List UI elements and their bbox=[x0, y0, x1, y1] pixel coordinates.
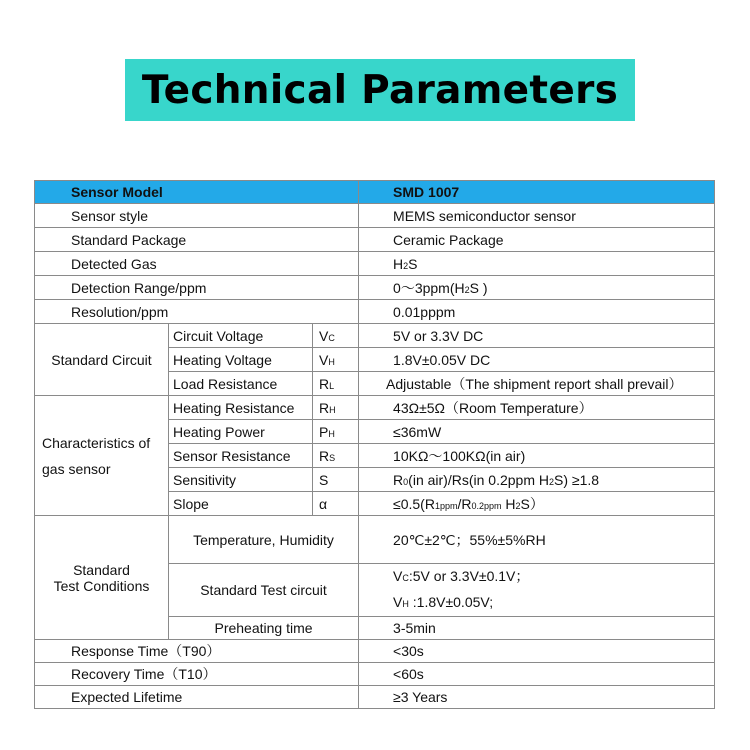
row-value: 0～3ppm(H2S ) bbox=[359, 276, 715, 300]
table-row bbox=[35, 516, 715, 564]
param-symbol: α bbox=[313, 492, 359, 516]
row-value: <30s bbox=[359, 640, 715, 663]
header-value: SMD 1007 bbox=[359, 181, 715, 204]
param-name: Circuit Voltage bbox=[169, 324, 313, 348]
param-symbol: VC bbox=[313, 324, 359, 348]
row-value: 1.8V±0.05V DC bbox=[359, 348, 715, 372]
param-name: Sensor Resistance bbox=[169, 444, 313, 468]
row-label: Resolution/ppm bbox=[35, 300, 359, 324]
param-name: Heating Power bbox=[169, 420, 313, 444]
param-name: Load Resistance bbox=[169, 372, 313, 396]
table-row bbox=[35, 252, 715, 276]
row-value: VC:5V or 3.3V±0.1V； VH :1.8V±0.05V; bbox=[359, 564, 715, 617]
table-row bbox=[35, 663, 715, 686]
group-label-gas-characteristics: Characteristics of gas sensor bbox=[35, 396, 169, 516]
table-header-row bbox=[35, 181, 715, 204]
row-label: Detection Range/ppm bbox=[35, 276, 359, 300]
row-value: H2S bbox=[359, 252, 715, 276]
row-value: 20℃±2℃；55%±5%RH bbox=[359, 516, 715, 564]
header-label: Sensor Model bbox=[35, 181, 359, 204]
row-value: ≤0.5(R1ppm/R0.2ppm H2S） bbox=[359, 492, 715, 516]
table-row bbox=[35, 686, 715, 709]
param-name: Heating Voltage bbox=[169, 348, 313, 372]
row-value: Adjustable（The shipment report shall prevail） bbox=[359, 372, 715, 396]
table-row bbox=[35, 396, 715, 420]
row-value: 5V or 3.3V DC bbox=[359, 324, 715, 348]
technical-parameters-table bbox=[34, 180, 715, 709]
group-label-standard-circuit: Standard Circuit bbox=[35, 324, 169, 396]
row-value: 0.01pppm bbox=[359, 300, 715, 324]
row-value: Ceramic Package bbox=[359, 228, 715, 252]
param-symbol: RS bbox=[313, 444, 359, 468]
param-symbol: S bbox=[313, 468, 359, 492]
param-symbol: VH bbox=[313, 348, 359, 372]
table-row bbox=[35, 300, 715, 324]
table-row bbox=[35, 228, 715, 252]
row-value: R0(in air)/Rs(in 0.2ppm H2S) ≥1.8 bbox=[359, 468, 715, 492]
param-symbol: RH bbox=[313, 396, 359, 420]
title-banner bbox=[125, 59, 635, 121]
row-label: Detected Gas bbox=[35, 252, 359, 276]
param-name: Sensitivity bbox=[169, 468, 313, 492]
row-label: Response Time（T90） bbox=[35, 640, 359, 663]
row-value: <60s bbox=[359, 663, 715, 686]
row-label: Recovery Time（T10） bbox=[35, 663, 359, 686]
row-value: ≤36mW bbox=[359, 420, 715, 444]
row-value: 3-5min bbox=[359, 617, 715, 640]
table-row bbox=[35, 324, 715, 348]
row-value: MEMS semiconductor sensor bbox=[359, 204, 715, 228]
page-title: Technical Parameters bbox=[141, 67, 619, 113]
row-label: Sensor style bbox=[35, 204, 359, 228]
param-name: Standard Test circuit bbox=[169, 564, 359, 617]
param-symbol: RL bbox=[313, 372, 359, 396]
group-label-test-conditions: Standard Test Conditions bbox=[35, 516, 169, 640]
param-name: Heating Resistance bbox=[169, 396, 313, 420]
row-value: 43Ω±5Ω（Room Temperature） bbox=[359, 396, 715, 420]
table-row bbox=[35, 640, 715, 663]
row-value: 10KΩ～100KΩ(in air) bbox=[359, 444, 715, 468]
table-row bbox=[35, 204, 715, 228]
row-label: Expected Lifetime bbox=[35, 686, 359, 709]
param-name: Temperature, Humidity bbox=[169, 516, 359, 564]
table-row bbox=[35, 276, 715, 300]
param-name: Slope bbox=[169, 492, 313, 516]
param-name: Preheating time bbox=[169, 617, 359, 640]
row-value: ≥3 Years bbox=[359, 686, 715, 709]
param-symbol: PH bbox=[313, 420, 359, 444]
row-label: Standard Package bbox=[35, 228, 359, 252]
